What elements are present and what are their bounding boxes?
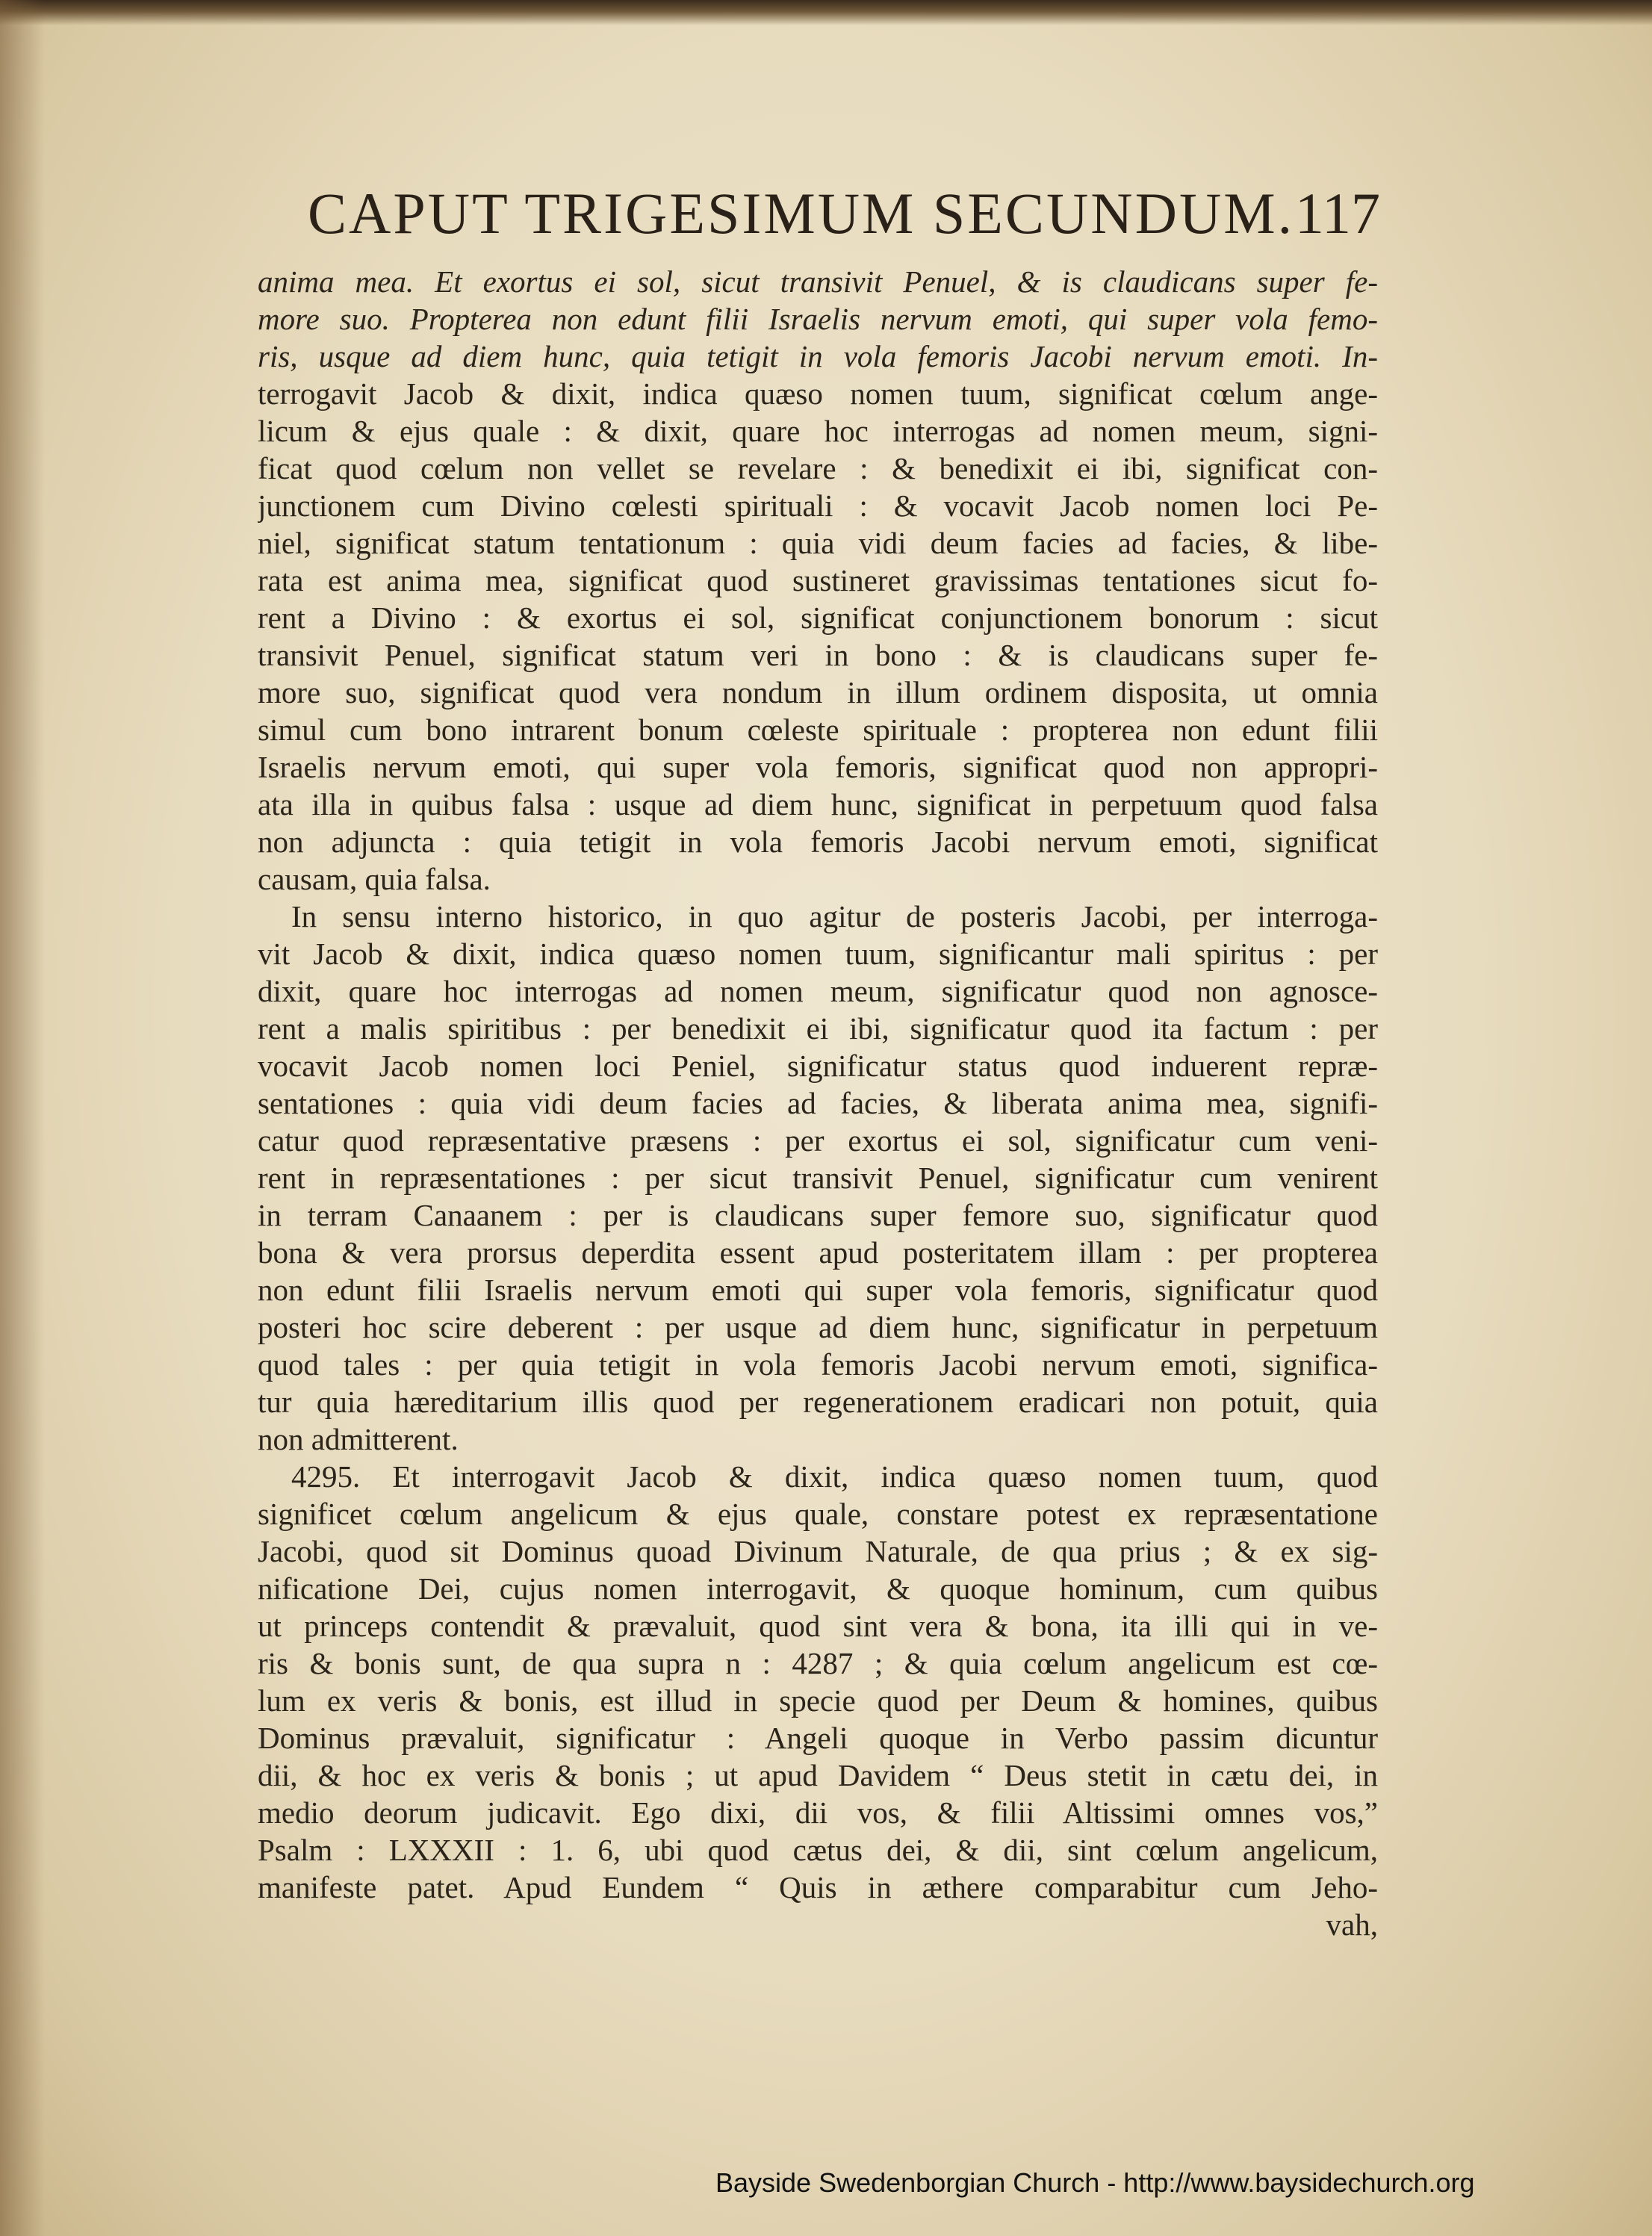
text-line: simul cum bono intrarent bonum cœleste spirituale : propterea non edunt filii [258,712,1378,747]
text-line: ut princeps contendit & prævaluit, quod sint vera & bona, ita illi qui in ve- [258,1609,1378,1643]
text-line: dixit, quare hoc interrogas ad nomen meum, significatur quod non agnosce- [258,974,1378,1008]
text-line: more suo, significat quod vera nondum in illum ordinem disposita, ut omnia [258,675,1378,709]
text-line: vocavit Jacob nomen loci Peniel, significatur status quod induerent repræ- [258,1049,1378,1083]
text-line: ris, usque ad diem hunc, quia tetigit in vola femoris Jacobi nervum emoti. In- [258,339,1378,373]
text-line: manifeste patet. Apud Eundem “ Quis in æthere comparabitur cum Jeho- [258,1870,1378,1904]
text-line: Israelis nervum emoti, qui super vola femoris, significat quod non appropri- [258,750,1378,784]
text-line: causam, quia falsa. [258,862,491,896]
text-line: quod tales : per quia tetigit in vola femoris Jacobi nervum emoti, significa- [258,1347,1378,1382]
text-line: bona & vera prorsus deperdita essent apud posteritatem illam : per propterea [258,1235,1378,1270]
text-line: Psalm : LXXXII : 1. 6, ubi quod cætus dei, & dii, sint cœlum angelicum, [258,1833,1378,1867]
text-line: posteri hoc scire deberent : per usque ad diem hunc, significatur in perpetuum [258,1310,1378,1344]
page-gutter-shadow [0,0,45,2236]
text-line: ficat quod cœlum non vellet se revelare : & benedixit ei ibi, significat con- [258,451,1378,485]
text-line: rent a malis spiritibus : per benedixit ei ibi, significatur quod ita factum : per [258,1011,1378,1046]
text-line: non edunt filii Israelis nervum emoti qui super vola femoris, significatur quod [258,1273,1378,1307]
text-line: terrogavit Jacob & dixit, indica quæso nomen tuum, significat cœlum ange- [258,376,1378,411]
text-line: ata illa in quibus falsa : usque ad diem hunc, significat in perpetuum quod falsa [258,787,1378,822]
catchword: vah, [1326,1907,1378,1942]
text-line: dii, & hoc ex veris & bonis ; ut apud Davidem “ Deus stetit in cætu dei, in [258,1758,1378,1792]
page-header [308,176,1380,258]
text-line: in terram Canaanem : per is claudicans super femore suo, significatur quod [258,1198,1378,1232]
text-line: nificatione Dei, cujus nomen interrogavit, & quoque hominum, cum quibus [258,1571,1378,1606]
text-line: ris & bonis sunt, de qua supra n : 4287 ; & quia cœlum angelicum est cœ- [258,1646,1378,1680]
text-line: Dominus prævaluit, significatur : Angeli quoque in Verbo passim dicuntur [258,1721,1378,1755]
text-line: 4295. Et interrogavit Jacob & dixit, indica quæso nomen tuum, quod [291,1459,1378,1494]
text-line: non adjuncta : quia tetigit in vola femoris Jacobi nervum emoti, significat [258,824,1378,859]
text-line: medio deorum judicavit. Ego dixi, dii vos, & filii Altissimi omnes vos,” [258,1795,1378,1830]
footer-credit: Bayside Swedenborgian Church - http://www.baysidechurch.org [715,2167,1475,2198]
text-line: vit Jacob & dixit, indica quæso nomen tuum, significantur mali spiritus : per [258,937,1378,971]
text-line: more suo. Propterea non edunt filii Israelis nervum emoti, qui super vola femo- [258,302,1378,336]
text-line: Jacobi, quod sit Dominus quoad Divinum Naturale, de qua prius ; & ex sig- [258,1534,1378,1568]
text-line: catur quod repræsentative præsens : per exortus ei sol, significatur cum veni- [258,1123,1378,1158]
body-text [258,263,1378,1943]
page-top-shadow [0,0,1652,25]
running-title: CAPUT TRIGESIMUM SECUNDUM. [308,181,1295,246]
text-line: significet cœlum angelicum & ejus quale, constare potest ex repræsentatione [258,1497,1378,1531]
page-number: 117 [1294,181,1380,246]
text-line: transivit Penuel, significat statum veri in bono : & is claudicans super fe- [258,638,1378,672]
text-line: tur quia hæreditarium illis quod per regenerationem eradicari non potuit, quia [258,1385,1378,1419]
text-line: anima mea. Et exortus ei sol, sicut transivit Penuel, & is claudicans super fe- [258,264,1378,299]
text-line: licum & ejus quale : & dixit, quare hoc interrogas ad nomen meum, signi- [258,414,1378,448]
text-line: sentationes : quia vidi deum facies ad facies, & liberata anima mea, signifi- [258,1086,1378,1120]
text-line: rata est anima mea, significat quod sustineret gravissimas tentationes sicut fo- [258,563,1378,597]
text-line: rent a Divino : & exortus ei sol, significat conjunctionem bonorum : sicut [258,600,1378,635]
text-line: lum ex veris & bonis, est illud in specie quod per Deum & homines, quibus [258,1683,1378,1718]
text-line: In sensu interno historico, in quo agitur de posteris Jacobi, per interroga- [291,899,1378,934]
text-line: junctionem cum Divino cœlesti spirituali : & vocavit Jacob nomen loci Pe- [258,488,1378,523]
text-line: rent in repræsentationes : per sicut transivit Penuel, significatur cum venirent [258,1161,1378,1195]
text-line: niel, significat statum tentationum : quia vidi deum facies ad facies, & libe- [258,526,1378,560]
text-line: non admitterent. [258,1422,459,1456]
